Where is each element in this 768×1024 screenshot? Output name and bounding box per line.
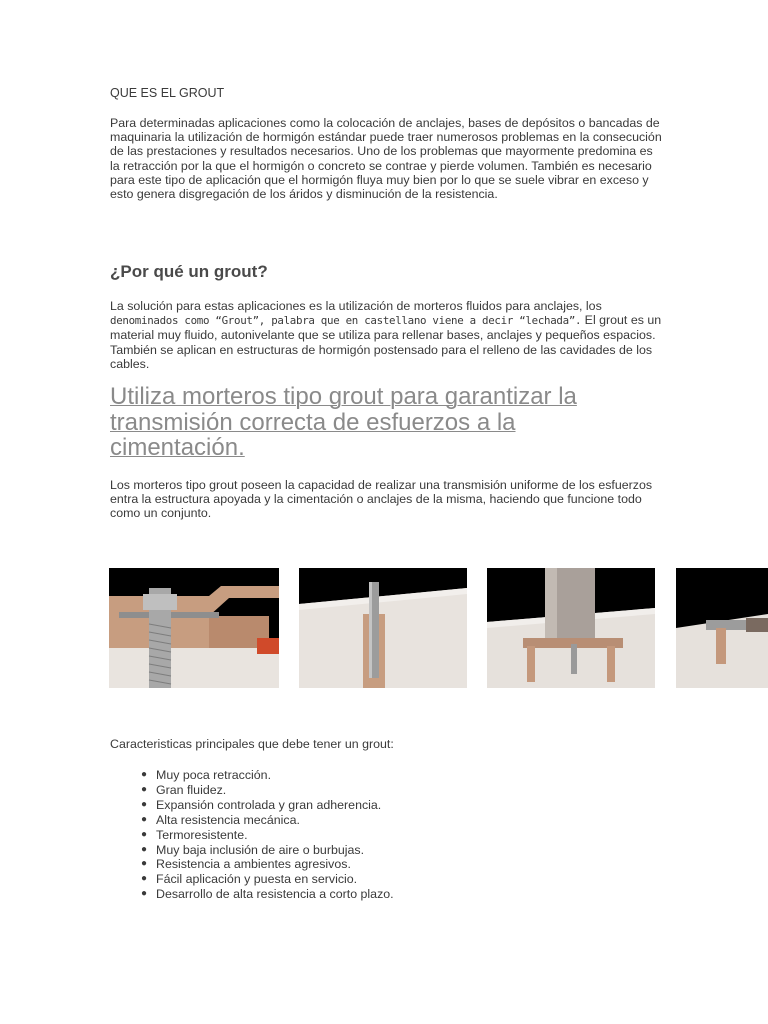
list-item: ● Resistencia a ambientes agresivos. [141, 857, 351, 872]
grout-definition-paragraph [110, 299, 662, 371]
bullet-icon: ● [141, 873, 148, 885]
rod-grout-image [299, 568, 467, 688]
list-item: ● Alta resistencia mecánica. [141, 812, 300, 827]
anchor-bolt-image [109, 568, 279, 688]
column-base-plate-image [487, 568, 655, 688]
bullet-icon: ● [141, 798, 148, 810]
document-title: QUE ES EL GROUT [110, 86, 225, 100]
section-heading: ¿Por qué un grout? [110, 262, 268, 281]
list-item: ● Muy baja inclusión de aire o burbujas. [141, 842, 365, 857]
intro-paragraph: Para determinadas aplicaciones como la colocación de anclajes, bases de depósitos o bancadas de maquinaria la utilización de hormigón estándar puede traer numerosos problemas en la consecución de las prestaciones y resultados necesarios. Uno de los problemas que mayormente predomina es la retracción por la que el hormigón o concreto se contrae y pierde volumen. También es necesario para este tipo de aplicación que el hormigón fluya muy bien por lo que se suele vibrar en exceso y esto genera disgregación de los áridos y disminución de la resistencia. [110, 116, 662, 202]
transmission-paragraph: Los morteros tipo grout poseen la capacidad de realizar una transmisión uniforme de los esfuerzos entra la estructura apoyada y la cimentación o anclajes de la misma, haciendo que funcione todo como un conjunto. [110, 478, 653, 521]
list-item: ● Expansión controlada y gran adherencia. [141, 797, 382, 812]
bullet-icon: ● [141, 843, 148, 855]
anchor-detail-image [676, 568, 768, 688]
list-item: ● Fácil aplicación y puesta en servicio. [141, 872, 358, 887]
bullet-icon: ● [141, 769, 148, 780]
features-list [110, 768, 394, 902]
list-item: ● Desarrollo de alta resistencia a corto plazo. [141, 887, 394, 902]
bullet-icon: ● [141, 783, 148, 795]
paragraph-text-mono: denominados como “Grout”, palabra que en castellano viene a decir “lechada”. [110, 314, 582, 328]
paragraph-text: La solución para estas aplicaciones es la utilización de morteros fluidos para anclajes, los [110, 299, 602, 313]
link-heading[interactable]: Utiliza morteros tipo grout para garantizar la transmisión correcta de esfuerzos a la cimentación. [110, 383, 577, 461]
bullet-icon: ● [141, 828, 148, 840]
bullet-icon: ● [141, 813, 148, 825]
paragraph-text: El grout es un material muy fluido, autonivelante que se utiliza para rellenar bases, anclajes y pequeños espacios. También se aplican en estructuras de hormigón postensado para el relleno de las cavidades de los cables. [110, 313, 662, 371]
list-item: ● Muy poca retracción. [141, 768, 272, 782]
features-title: Caracteristicas principales que debe tener un grout: [110, 737, 394, 751]
bullet-icon: ● [141, 858, 148, 870]
bullet-icon: ● [141, 888, 148, 900]
list-item: ● Gran fluidez. [141, 782, 227, 797]
list-item: ● Termoresistente. [141, 827, 248, 842]
